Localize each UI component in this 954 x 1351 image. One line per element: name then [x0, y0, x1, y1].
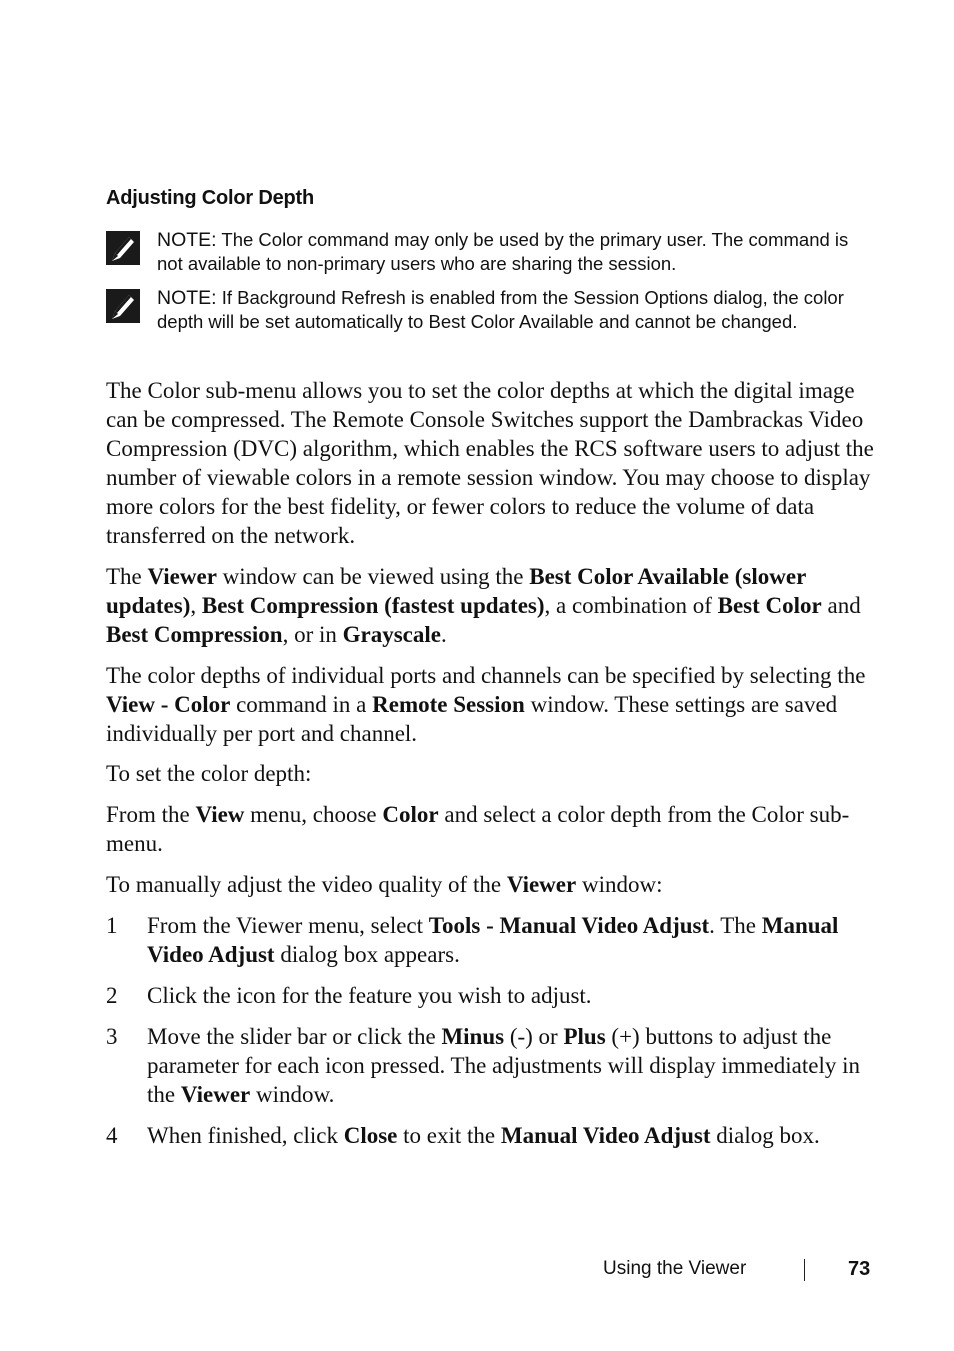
pencil-note-icon	[106, 289, 140, 323]
list-item	[106, 981, 876, 1010]
section-heading: Adjusting Color Depth	[106, 187, 314, 209]
list-item	[106, 1022, 876, 1109]
note-label: NOTE:	[157, 287, 217, 309]
paragraph-viewer-modes: The Viewer window can be viewed using the Best Color Available (slower updates), Best Compression (fastest updates), a combination of Best Color and Best Compression, or in Grayscale.	[106, 564, 861, 647]
note-background-refresh	[106, 286, 866, 334]
note-text: The Color command may only be used by the primary user. The command is not available to non-primary users who are sharing the session.	[157, 229, 849, 274]
note-text: If Background Refresh is enabled from the Session Options dialog, the color depth will be set automatically to Best Color Available and cannot be changed.	[157, 287, 844, 332]
step-number: 2	[106, 983, 118, 1008]
step-number: 1	[106, 913, 118, 938]
list-item	[106, 1121, 876, 1150]
note-label: NOTE:	[157, 229, 217, 251]
paragraph-manual-adjust-intro: To manually adjust the video quality of the Viewer window:	[106, 872, 663, 897]
step-text: Move the slider bar or click the Minus (-) or Plus (+) buttons to adjust the parameter for each icon pressed. The adjustments will display immediately in the Viewer window.	[147, 1024, 860, 1107]
list-item	[106, 911, 876, 969]
footer-divider	[804, 1259, 805, 1281]
note-primary-user	[106, 228, 866, 276]
step-text: When finished, click Close to exit the Manual Video Adjust dialog box.	[147, 1123, 820, 1148]
step-text: Click the icon for the feature you wish to adjust.	[147, 983, 592, 1008]
footer-section-title: Using the Viewer	[603, 1258, 747, 1279]
paragraph-color-submenu: The Color sub-menu allows you to set the color depths at which the digital image can be compressed. The Remote Console Switches support the Dambrackas Video Compression (DVC) algorithm, which enables the RCS software users to adjust the number of viewable colors in a remote session window. You may choose to display more colors for the best fidelity, or fewer colors to reduce the volume of data transferred on the network.	[106, 378, 874, 548]
step-text: From the Viewer menu, select Tools - Manual Video Adjust. The Manual Video Adjust dialog box appears.	[147, 913, 839, 967]
step-number: 4	[106, 1123, 118, 1148]
pencil-note-icon	[106, 231, 140, 265]
page-number: 73	[848, 1258, 871, 1280]
paragraph-port-color-depths: The color depths of individual ports and channels can be specified by selecting the View - Color command in a Remote Session window. These settings are saved individually per port and channel.	[106, 663, 866, 746]
step-number: 3	[106, 1024, 118, 1049]
paragraph-view-menu: From the View menu, choose Color and select a color depth from the Color sub-menu.	[106, 802, 850, 856]
paragraph-set-color-depth: To set the color depth:	[106, 761, 312, 786]
